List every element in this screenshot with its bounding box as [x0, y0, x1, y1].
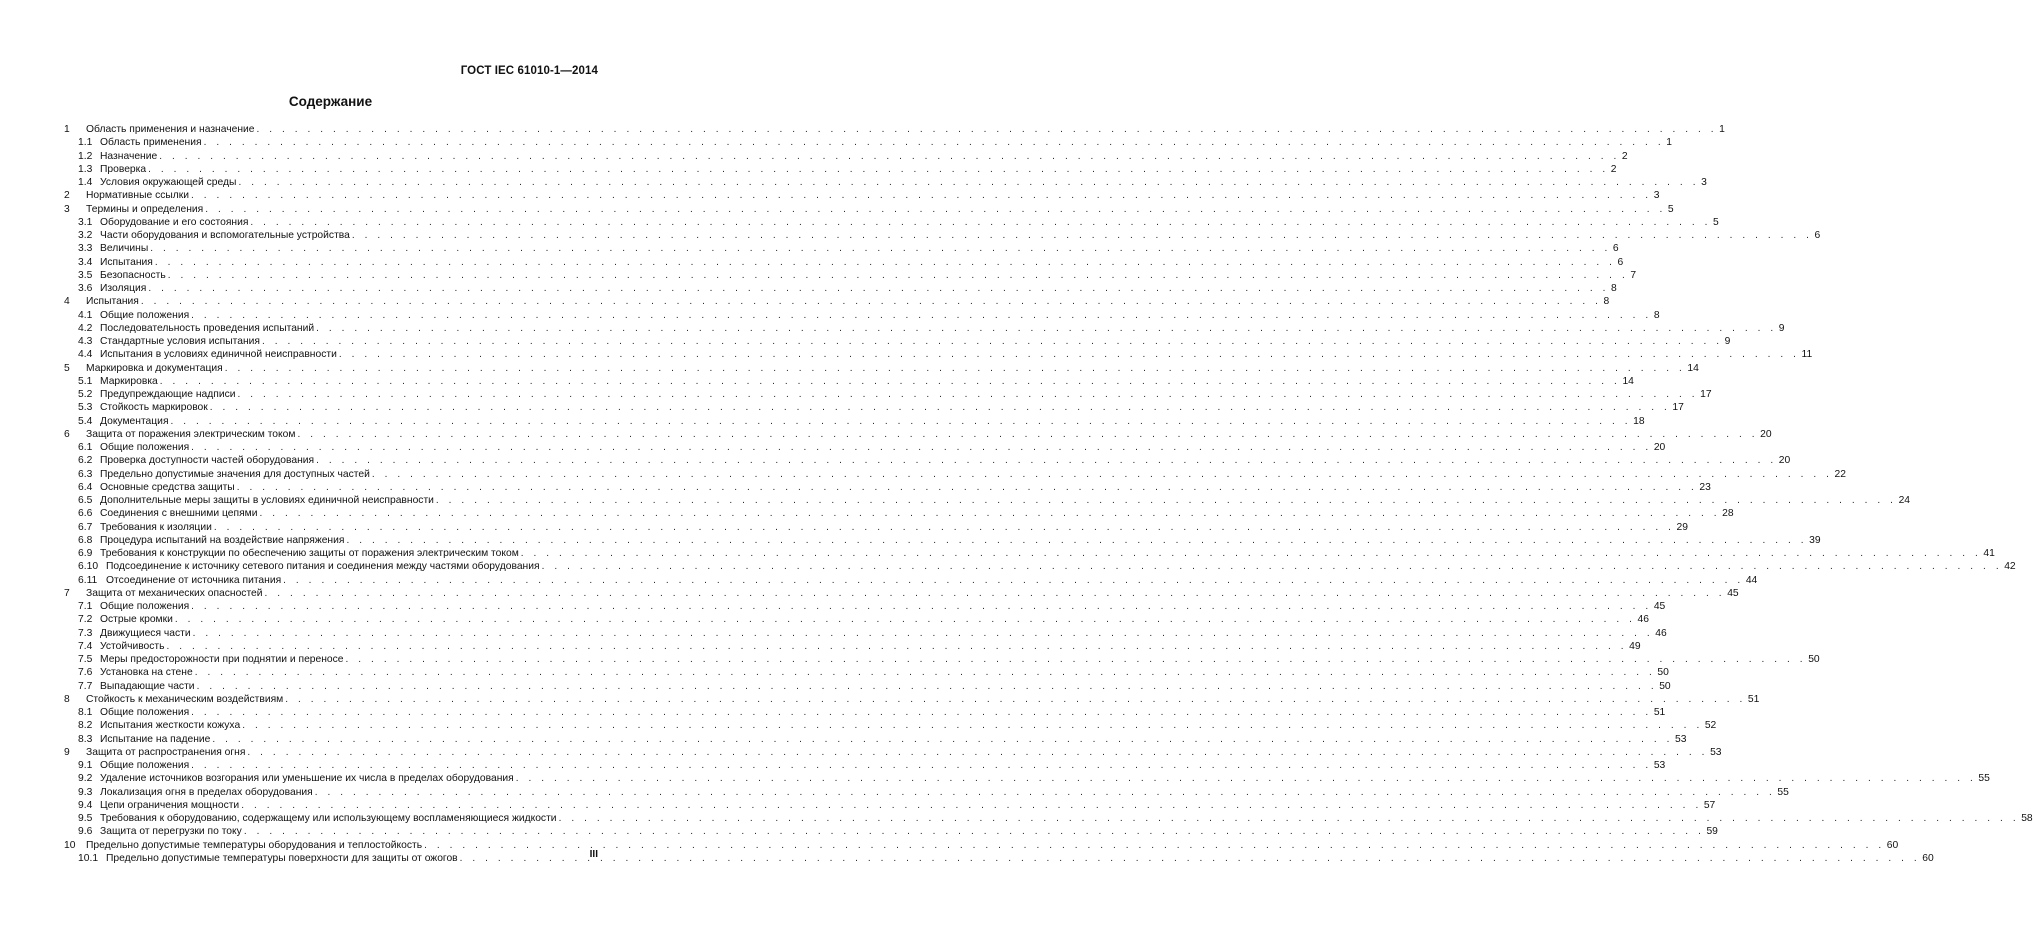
toc-entry[interactable]: [64, 560, 2016, 573]
toc-entry[interactable]: [64, 123, 1725, 136]
toc-entry-title: Маркировка: [100, 375, 158, 387]
dot-leader: [244, 825, 1705, 838]
toc-entry-number: 4: [64, 296, 70, 308]
toc-entry-number: 9.4: [78, 799, 93, 811]
toc-entry[interactable]: [64, 415, 1645, 428]
document-header: ГОСТ IEC 61010-1—2014: [460, 65, 598, 77]
dot-leader: [191, 309, 1652, 322]
toc-entry-number: 7.5: [78, 654, 93, 665]
toc-entry[interactable]: [64, 494, 1911, 507]
dot-leader: [155, 256, 1616, 269]
toc-entry[interactable]: [64, 706, 1666, 719]
dot-leader: [150, 242, 1611, 255]
toc-entry-number: 3: [64, 203, 70, 215]
toc-entry-page: 5: [1667, 203, 1674, 215]
toc-entry[interactable]: [64, 242, 1619, 255]
toc-entry-title: Нормативные ссылки: [86, 190, 190, 202]
toc-entry[interactable]: [64, 136, 1672, 149]
toc-entry-page: 24: [1898, 495, 1911, 506]
page-number: III: [589, 849, 598, 860]
dot-leader: [316, 322, 1777, 335]
toc-entry-number: 7.7: [78, 680, 93, 692]
toc-entry-title: Дополнительные меры защиты в условиях единичной неисправности: [100, 495, 434, 506]
toc-entry[interactable]: [64, 256, 1624, 269]
dot-leader: [315, 786, 1776, 799]
toc-entry-page: 8: [1603, 296, 1610, 308]
dot-leader: [191, 600, 1652, 613]
toc-entry[interactable]: [64, 295, 1610, 308]
dot-leader: [424, 839, 1885, 852]
toc-entry-title: Соединения с внешними цепями: [100, 508, 258, 520]
toc-entry-number: 5.1: [78, 375, 93, 387]
dot-leader: [516, 772, 1977, 785]
toc-entry-title: Защита от механических опасностей: [86, 587, 263, 599]
dot-leader: [285, 693, 1746, 706]
dot-leader: [260, 507, 1721, 520]
toc-entry[interactable]: [64, 547, 1995, 560]
toc-entry-page: 18: [1633, 415, 1645, 427]
toc-entry[interactable]: [64, 799, 1716, 812]
toc-entry[interactable]: [64, 653, 1820, 666]
toc-entry-number: 8.3: [78, 733, 93, 745]
toc-entry[interactable]: [64, 375, 1634, 388]
toc-entry-number: 10: [64, 839, 76, 851]
toc-entry-number: 3.1: [78, 216, 93, 228]
toc-entry[interactable]: [64, 335, 1731, 348]
dot-leader: [148, 163, 1609, 176]
toc-entry-title: Выпадающие части: [100, 680, 195, 692]
toc-entry-title: Величины: [100, 243, 149, 255]
dot-leader: [191, 706, 1652, 719]
toc-entry-title: Стандартные условия испытания: [100, 336, 260, 347]
toc-entry-page: 57: [1703, 799, 1716, 811]
toc-entry-title: Установка на стене: [100, 667, 193, 679]
toc-entry-title: Требования к конструкции по обеспечению защиты от поражения электрическим током: [100, 548, 519, 559]
dot-leader: [141, 295, 1602, 308]
toc-entry-number: 6.10: [78, 561, 99, 573]
toc-entry-title: Устойчивость: [100, 640, 165, 652]
dot-leader: [204, 136, 1665, 149]
toc-entry-number: 8: [64, 693, 70, 705]
dot-leader: [191, 759, 1652, 772]
dot-leader: [212, 733, 1673, 746]
toc-entry-number: 4.3: [78, 336, 93, 347]
toc-entry[interactable]: [64, 216, 1719, 229]
toc-entry-number: 6.3: [78, 468, 93, 480]
dot-leader: [346, 653, 1807, 666]
toc-entry-page: 51: [1653, 707, 1666, 718]
dot-leader: [214, 521, 1675, 534]
dot-leader: [316, 454, 1777, 467]
toc-entry-number: 3.4: [78, 256, 93, 268]
dot-leader: [262, 335, 1723, 348]
toc-entry-title: Испытание на падение: [100, 733, 211, 745]
toc-entry[interactable]: [64, 587, 1739, 600]
toc-entry-number: 6.4: [78, 481, 93, 493]
dot-leader: [210, 401, 1671, 414]
dot-leader: [238, 388, 1699, 401]
toc-entry-title: Удаление источников возгорания или уменьшение их числа в пределах оборудования: [100, 773, 514, 785]
toc-entry-number: 1.3: [78, 163, 93, 175]
toc-entry-number: 1.2: [78, 150, 93, 162]
toc-entry[interactable]: [64, 852, 1934, 865]
toc-entry-page: 14: [1622, 375, 1634, 387]
toc-entry[interactable]: [64, 507, 1734, 520]
toc-entry-title: Испытания: [86, 296, 139, 308]
toc-entry-title: Общие положения: [100, 309, 190, 321]
dot-leader: [205, 203, 1666, 216]
toc-entry[interactable]: [64, 772, 1990, 785]
toc-entry-page: 45: [1727, 587, 1739, 599]
toc-entry-title: Испытания жесткости кожуха: [100, 720, 241, 732]
toc-entry-title: Назначение: [100, 150, 158, 162]
toc-entry-title: Документация: [100, 415, 169, 427]
toc-entry-page: 8: [1610, 283, 1617, 294]
toc-entry-page: 20: [1760, 428, 1772, 440]
dot-leader: [265, 587, 1726, 600]
toc-entry-title: Условия окружающей среды: [100, 177, 237, 188]
dot-leader: [148, 282, 1609, 295]
toc-entry-page: 58: [2021, 813, 2033, 824]
toc-entry-page: 17: [1700, 389, 1712, 400]
toc-entry-page: 20: [1778, 455, 1791, 467]
toc-entry-title: Движущиеся части: [100, 627, 191, 639]
toc-entry-page: 2: [1610, 163, 1617, 175]
toc-entry-title: Защита от распространения огня: [86, 746, 246, 758]
page-title: Содержание: [288, 94, 373, 109]
toc-entry-title: Предельно допустимые температуры оборудования и теплостойкость: [86, 839, 423, 851]
toc-entry-number: 6.6: [78, 508, 93, 520]
toc-entry[interactable]: [64, 680, 1671, 693]
toc-entry-title: Проверка доступности частей оборудования: [100, 455, 315, 467]
toc-entry-page: 1: [1666, 137, 1672, 149]
toc-entry-page: 14: [1687, 362, 1699, 374]
toc-entry[interactable]: [64, 666, 1669, 679]
toc-entry[interactable]: [64, 229, 1821, 242]
dot-leader: [159, 150, 1620, 163]
toc-entry[interactable]: [64, 309, 1660, 322]
toc-entry-number: 9.1: [78, 760, 93, 771]
toc-entry[interactable]: [64, 163, 1617, 176]
toc-entry-title: Проверка: [100, 163, 147, 175]
toc-entry-title: Отсоединение от источника питания: [106, 574, 282, 586]
toc-entry-number: 10.1: [78, 852, 99, 864]
toc-entry-page: 53: [1675, 733, 1687, 745]
toc-entry[interactable]: [64, 825, 1718, 838]
toc-entry[interactable]: [64, 348, 1813, 361]
dot-leader: [168, 269, 1629, 282]
toc-entry-page: 5: [1713, 216, 1719, 228]
dot-leader: [283, 574, 1744, 587]
dot-leader: [160, 375, 1621, 388]
toc-entry-title: Испытания в условиях единичной неисправности: [100, 349, 337, 361]
toc-entry-title: Стойкость к механическим воздействиям: [86, 693, 284, 705]
toc-entry-number: 1: [64, 124, 70, 135]
dot-leader: [521, 547, 1982, 560]
toc-entry[interactable]: [64, 428, 1772, 441]
dot-leader: [257, 123, 1718, 136]
toc-entry-page: 6: [1612, 243, 1619, 255]
dot-leader: [297, 428, 1758, 441]
toc-entry-title: Общие положения: [100, 442, 190, 453]
toc-entry-number: 4.4: [78, 349, 93, 361]
toc-entry-title: Острые кромки: [100, 614, 173, 626]
dot-leader: [167, 640, 1628, 653]
toc-entry[interactable]: [64, 282, 1617, 295]
toc-entry-number: 2: [64, 190, 70, 202]
toc-entry-page: 29: [1676, 521, 1688, 533]
toc-entry-page: 45: [1653, 601, 1666, 612]
toc-entry-page: 39: [1809, 534, 1821, 546]
toc-entry-title: Защита от перегрузки по току: [100, 826, 242, 838]
toc-entry-title: Процедура испытаний на воздействие напряжения: [100, 534, 345, 546]
toc-entry[interactable]: [64, 759, 1666, 772]
toc-entry-number: 5: [64, 362, 70, 374]
toc-entry-title: Цепи ограничения мощности: [100, 799, 240, 811]
toc-entry-title: Защита от поражения электрическим током: [86, 428, 296, 440]
toc-entry-page: 50: [1657, 667, 1669, 679]
toc-entry-page: 60: [1886, 839, 1899, 851]
toc-entry-page: 50: [1659, 680, 1671, 692]
toc-entry-number: 1.4: [78, 177, 93, 188]
dot-leader: [559, 812, 2020, 825]
toc-entry[interactable]: [64, 362, 1699, 375]
toc-entry[interactable]: [64, 733, 1687, 746]
toc-entry-title: Общие положения: [100, 601, 190, 612]
toc-entry-number: 6.2: [78, 455, 93, 467]
toc-entry-number: 6.11: [78, 574, 98, 586]
toc-entry-page: 50: [1808, 654, 1820, 665]
toc-entry-number: 9.6: [78, 826, 93, 838]
toc-entry-title: Последовательность проведения испытаний: [100, 322, 315, 334]
toc-entry-page: 60: [1922, 852, 1934, 864]
toc-entry-number: 3.3: [78, 243, 93, 255]
toc-entry-page: 17: [1672, 402, 1684, 414]
toc-entry-number: 6.9: [78, 548, 93, 559]
dot-leader: [197, 680, 1658, 693]
toc-entry-title: Предельно допустимые температуры поверхности для защиты от ожогов: [106, 852, 458, 864]
toc-entry[interactable]: [64, 600, 1666, 613]
toc-entry[interactable]: [64, 150, 1628, 163]
toc-entry-title: Части оборудования и вспомогательные устройства: [100, 230, 350, 241]
toc-entry-number: 3.6: [78, 283, 93, 294]
dot-leader: [247, 746, 1708, 759]
toc-entry[interactable]: [64, 812, 2033, 825]
toc-entry-title: Общие положения: [100, 760, 190, 771]
toc-entry-page: 2: [1621, 150, 1628, 162]
toc-entry-number: 9.3: [78, 786, 93, 798]
toc-entry-page: 52: [1704, 720, 1717, 732]
toc-entry-title: Область применения: [100, 137, 202, 149]
toc-entry-number: 3.5: [78, 269, 93, 281]
toc-entry-number: 9: [64, 746, 70, 758]
dot-leader: [460, 852, 1921, 865]
toc-entry-title: Требования к оборудованию, содержащему или использующему воспламеняющиеся жидкости: [100, 813, 557, 824]
dot-leader: [542, 560, 2003, 573]
toc-entry-page: 28: [1722, 508, 1734, 520]
toc-entry-page: 9: [1724, 336, 1731, 347]
dot-leader: [339, 348, 1800, 361]
toc-entry-number: 6.7: [78, 521, 93, 533]
toc-entry-number: 6.8: [78, 534, 93, 546]
toc-entry[interactable]: [64, 468, 1846, 481]
toc-entry[interactable]: [64, 746, 1722, 759]
toc-entry-title: Область применения и назначение: [86, 124, 255, 135]
toc-entry-number: 7.2: [78, 614, 93, 626]
toc-entry[interactable]: [64, 786, 1789, 799]
dot-leader: [191, 189, 1652, 202]
dot-leader: [175, 613, 1636, 626]
dot-leader: [171, 415, 1632, 428]
toc-entry[interactable]: [64, 454, 1791, 467]
toc-entry[interactable]: [64, 534, 1821, 547]
toc-entry-page: 55: [1978, 773, 1990, 785]
toc-entry[interactable]: [64, 203, 1674, 216]
toc-entry-page: 3: [1653, 190, 1660, 202]
toc-entry-number: 7.6: [78, 667, 93, 679]
toc-entry-number: 7.1: [78, 601, 93, 612]
toc-entry[interactable]: [64, 481, 1711, 494]
toc-entry-page: 23: [1699, 481, 1711, 493]
toc-entry-number: 7.4: [78, 640, 93, 652]
toc-entry-page: 55: [1777, 786, 1789, 798]
toc-entry-page: 46: [1655, 627, 1667, 639]
toc-entry-number: 4.1: [78, 309, 93, 321]
dot-leader: [241, 799, 1702, 812]
toc-entry-number: 9.5: [78, 813, 93, 824]
toc-entry-number: 8.2: [78, 720, 93, 732]
toc-entry[interactable]: [64, 322, 1785, 335]
dot-leader: [237, 481, 1698, 494]
toc-entry-title: Подсоединение к источнику сетевого питания и соединения между частями оборудования: [106, 561, 540, 573]
toc-entry-number: 8.1: [78, 707, 93, 718]
toc-entry-number: 5.2: [78, 389, 93, 400]
toc-entry-page: 7: [1630, 269, 1637, 281]
toc-entry-title: Меры предосторожности при поднятии и переносе: [100, 654, 344, 665]
toc-entry[interactable]: [64, 613, 1649, 626]
toc-entry[interactable]: [64, 388, 1712, 401]
toc-entry-title: Предельно допустимые значения для доступных частей: [100, 468, 370, 480]
toc-entry-title: Предупреждающие надписи: [100, 389, 236, 400]
toc-entry-page: 6: [1617, 256, 1624, 268]
toc-entry-number: 6.1: [78, 442, 93, 453]
toc-entry-number: 6.5: [78, 495, 93, 506]
toc-entry[interactable]: [64, 401, 1684, 414]
toc-entry-page: 42: [2004, 561, 2016, 573]
toc-entry-number: 9.2: [78, 773, 93, 785]
toc-entry-number: 7: [64, 587, 70, 599]
table-of-contents: [64, 123, 2033, 865]
dot-leader: [238, 176, 1699, 189]
toc-entry-page: 51: [1747, 693, 1760, 705]
toc-entry[interactable]: [64, 839, 1899, 852]
toc-entry[interactable]: [64, 693, 1760, 706]
toc-entry-page: 3: [1701, 177, 1707, 188]
toc-entry[interactable]: [64, 189, 1660, 202]
toc-entry-title: Требования к изоляции: [100, 521, 212, 533]
dot-leader: [346, 534, 1807, 547]
toc-entry[interactable]: [64, 176, 1707, 189]
toc-entry-page: 53: [1710, 746, 1722, 758]
toc-entry-title: Испытания: [100, 256, 153, 268]
toc-entry-title: Локализация огня в пределах оборудования: [100, 786, 313, 798]
dot-leader: [436, 494, 1897, 507]
toc-entry-page: 22: [1834, 468, 1846, 480]
toc-entry[interactable]: [64, 627, 1667, 640]
toc-entry-number: 5.3: [78, 402, 93, 414]
dot-leader: [250, 216, 1711, 229]
toc-entry-page: 44: [1745, 574, 1758, 586]
toc-entry[interactable]: [64, 719, 1717, 732]
toc-entry-title: Маркировка и документация: [86, 362, 223, 374]
dot-leader: [352, 229, 1813, 242]
toc-entry[interactable]: [64, 574, 1758, 587]
dot-leader: [242, 719, 1703, 732]
toc-entry-page: 53: [1653, 760, 1666, 771]
toc-entry-title: Оборудование и его состояния: [100, 216, 249, 228]
dot-leader: [193, 627, 1654, 640]
toc-entry-title: Стойкость маркировок: [100, 402, 208, 414]
toc-entry-title: Общие положения: [100, 707, 190, 718]
toc-entry-page: 9: [1778, 322, 1785, 334]
dot-leader: [225, 362, 1686, 375]
toc-entry[interactable]: [64, 441, 1666, 454]
toc-entry-number: 4.2: [78, 322, 93, 334]
toc-entry[interactable]: [64, 521, 1688, 534]
toc-entry-number: 6: [64, 428, 70, 440]
toc-entry[interactable]: [64, 640, 1641, 653]
toc-entry-page: 1: [1719, 124, 1725, 135]
toc-entry-number: 7.3: [78, 627, 93, 639]
toc-entry-title: Изоляция: [100, 283, 147, 294]
dot-leader: [195, 666, 1656, 679]
toc-entry[interactable]: [64, 269, 1637, 282]
toc-entry-page: 20: [1653, 442, 1666, 453]
toc-entry-title: Основные средства защиты: [100, 481, 235, 493]
toc-entry-number: 3.2: [78, 230, 93, 241]
toc-entry-title: Безопасность: [100, 269, 166, 281]
toc-entry-page: 46: [1637, 614, 1649, 626]
toc-entry-title: Термины и определения: [86, 203, 204, 215]
dot-leader: [191, 441, 1652, 454]
toc-entry-number: 1.1: [78, 137, 93, 149]
toc-entry-number: 5.4: [78, 415, 93, 427]
toc-entry-page: 49: [1629, 640, 1641, 652]
toc-entry-page: 41: [1983, 548, 1995, 559]
toc-entry-page: 11: [1801, 349, 1813, 361]
toc-entry-page: 6: [1814, 230, 1821, 241]
toc-entry-page: 59: [1706, 826, 1718, 838]
dot-leader: [372, 468, 1833, 481]
toc-entry-page: 8: [1653, 309, 1660, 321]
